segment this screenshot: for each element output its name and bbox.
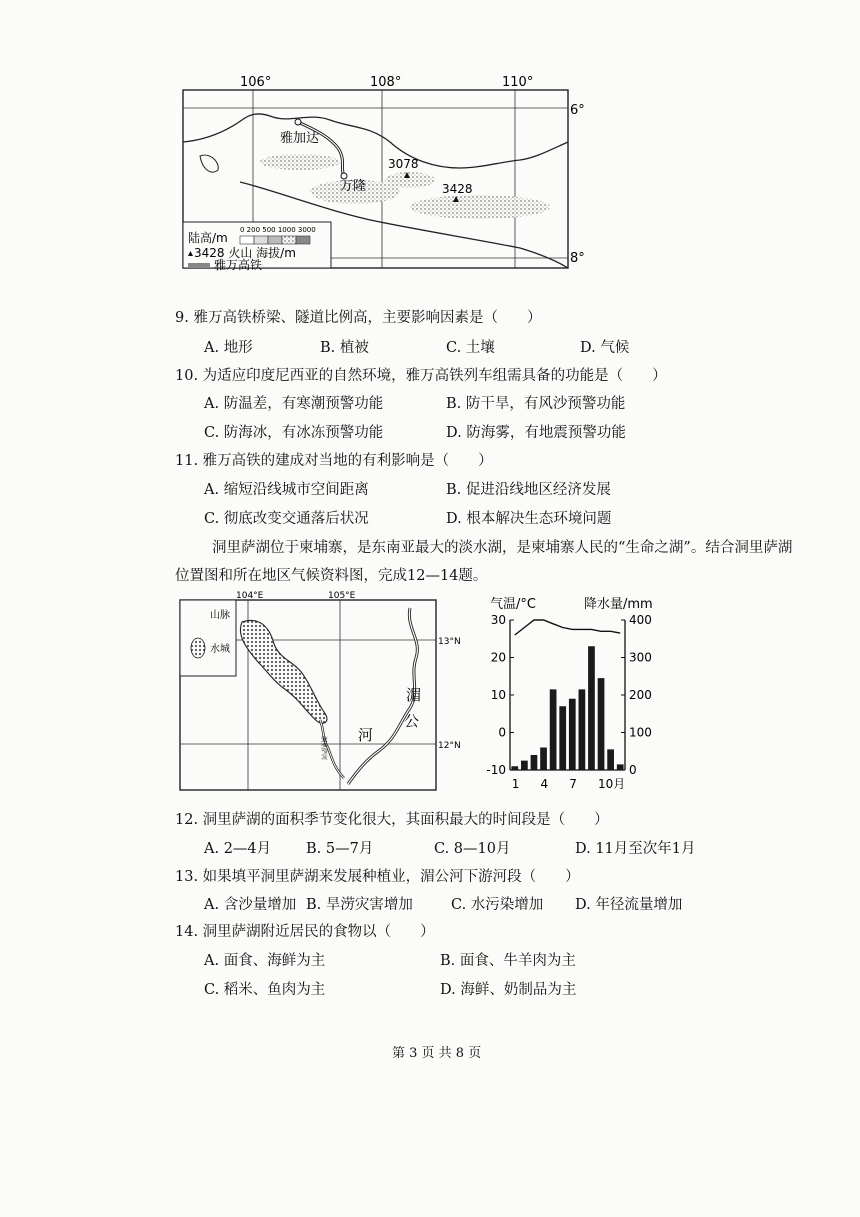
q14-option-c[interactable]: C. 稻米、鱼肉为主 (204, 982, 326, 998)
q9-option-d[interactable]: D. 气候 (580, 340, 630, 356)
lon-105e: 105°E (328, 591, 356, 601)
ylabel-right: 降水量/mm (584, 597, 653, 612)
precip-bar (569, 699, 576, 770)
precip-bar (511, 766, 518, 770)
bandung-label: 万隆 (340, 179, 367, 194)
page-footer: 第 3 页 共 8 页 (392, 1046, 482, 1061)
lon-108: 108° (370, 75, 402, 90)
precip-bar (531, 755, 538, 770)
q11-option-a[interactable]: A. 缩短沿线城市空间距离 (204, 482, 369, 498)
question-14: 14. 洞里萨湖附近居民的食物以（ ） (175, 924, 435, 940)
tonle-sap-map (170, 588, 470, 798)
legend-water-icon (191, 638, 205, 658)
lat-12n: 12°N (438, 741, 461, 751)
peak-3428-label: 3428 (442, 182, 473, 196)
q11-option-d[interactable]: D. 根本解决生态环境问题 (446, 511, 612, 527)
legend-elev-steps: 0 200 500 1000 3000 (240, 226, 316, 234)
ylabel-left: 气温/°C (490, 597, 536, 612)
right-tick-label: 300 (629, 650, 652, 665)
river-label-gong: 公 (404, 712, 420, 730)
q10-option-c[interactable]: C. 防海冰，有冰冻预警功能 (204, 425, 384, 441)
q13-option-b[interactable]: B. 旱涝灾害增加 (306, 897, 413, 913)
q13-option-a[interactable]: A. 含沙量增加 (204, 897, 297, 913)
jakarta-dot (295, 119, 301, 125)
q10-option-a[interactable]: A. 防温差，有寒潮预警功能 (204, 396, 384, 412)
lon-110: 110° (502, 75, 534, 90)
legend-volcano: 3428 火山 海拔/m (194, 246, 296, 260)
temperature-line (515, 620, 620, 635)
passage-line-1: 洞里萨湖位于柬埔寨，是东南亚最大的淡水湖，是柬埔寨人民的“生命之湖”。结合洞里萨湖 (212, 540, 793, 556)
q11-option-b[interactable]: B. 促进沿线地区经济发展 (446, 482, 611, 498)
q12-option-d[interactable]: D. 11月至次年1月 (575, 841, 696, 857)
lon-106: 106° (240, 75, 272, 90)
lon-104e: 104°E (236, 591, 264, 601)
question-10: 10. 为适应印度尼西亚的自然环境，雅万高铁列车组需具备的功能是（ ） (175, 368, 667, 384)
precip-bar (579, 689, 586, 770)
lat-8: 8° (570, 251, 585, 266)
precip-bar (617, 764, 624, 770)
q14-option-a[interactable]: A. 面食、海鲜为主 (204, 953, 326, 969)
q13-option-d[interactable]: D. 年径流量增加 (575, 897, 683, 913)
precip-bar (550, 689, 557, 770)
x-tick-label: 1 (511, 777, 520, 791)
q14-option-b[interactable]: B. 面食、牛羊肉为主 (440, 953, 576, 969)
passage-line-2: 位置图和所在地区气候资料图，完成12—14题。 (175, 568, 488, 584)
q9-option-a[interactable]: A. 地形 (204, 340, 253, 356)
question-11: 11. 雅万高铁的建成对当地的有利影响是（ ） (175, 453, 493, 469)
x-tick-label: 10月 (598, 777, 626, 791)
legend-railway: 雅万高铁 (214, 258, 263, 272)
q12-option-c[interactable]: C. 8—10月 (434, 841, 511, 857)
left-tick-label: 10 (490, 688, 506, 702)
question-12: 12. 洞里萨湖的面积季节变化很大，其面积最大的时间段是（ ） (175, 812, 609, 828)
question-13: 13. 如果填平洞里萨湖来发展种植业，湄公河下游河段（ ） (175, 869, 580, 885)
right-tick-label: 400 (629, 613, 652, 627)
q10-option-b[interactable]: B. 防干旱，有风沙预警功能 (446, 396, 626, 412)
left-tick-label: 0 (498, 725, 506, 740)
legend-mountain: 山脉 (210, 610, 230, 621)
jakarta-label: 雅加达 (280, 131, 320, 146)
q12-option-a[interactable]: A. 2—4月 (204, 841, 272, 857)
q12-option-b[interactable]: B. 5—7月 (306, 841, 374, 857)
lat-6: 6° (570, 103, 585, 118)
q11-option-c[interactable]: C. 彻底改变交通落后状况 (204, 511, 369, 527)
left-tick-label: 20 (490, 650, 506, 665)
precip-bar (540, 748, 547, 771)
right-tick-label: 100 (629, 725, 652, 740)
x-tick-label: 7 (569, 777, 577, 791)
legend-water: 水城 (210, 644, 230, 655)
climate-chart (480, 592, 665, 797)
x-tick-label: 4 (540, 777, 549, 791)
precip-bar (588, 646, 595, 770)
river-label-he: 河 (358, 726, 374, 744)
q14-option-d[interactable]: D. 海鲜、奶制品为主 (440, 982, 577, 998)
java-map (180, 72, 600, 287)
peak-3078-label: 3078 (388, 157, 419, 171)
right-tick-label: 200 (629, 688, 652, 702)
precip-bar (559, 706, 566, 770)
river-label-mei: 湄 (406, 686, 422, 704)
q10-option-d[interactable]: D. 防海雾，有地震预警功能 (446, 425, 626, 441)
precip-bar (598, 678, 605, 770)
lake-shape (240, 620, 326, 723)
left-tick-label: -10 (486, 763, 506, 777)
left-tick-label: 30 (490, 613, 506, 627)
north-coast (183, 114, 568, 168)
q9-option-b[interactable]: B. 植被 (320, 340, 369, 356)
tonle-sap-label: 洞里萨河 (320, 736, 327, 761)
q13-option-c[interactable]: C. 水污染增加 (451, 897, 544, 913)
q9-option-c[interactable]: C. 土壤 (446, 340, 495, 356)
question-9: 9. 雅万高铁桥梁、隧道比例高，主要影响因素是（ ） (175, 310, 542, 326)
precip-bar (521, 761, 528, 770)
right-tick-label: 0 (629, 763, 637, 777)
precip-bar (607, 749, 614, 770)
legend-elev-label: 陆高/m (188, 231, 228, 245)
lat-13n: 13°N (438, 637, 461, 647)
